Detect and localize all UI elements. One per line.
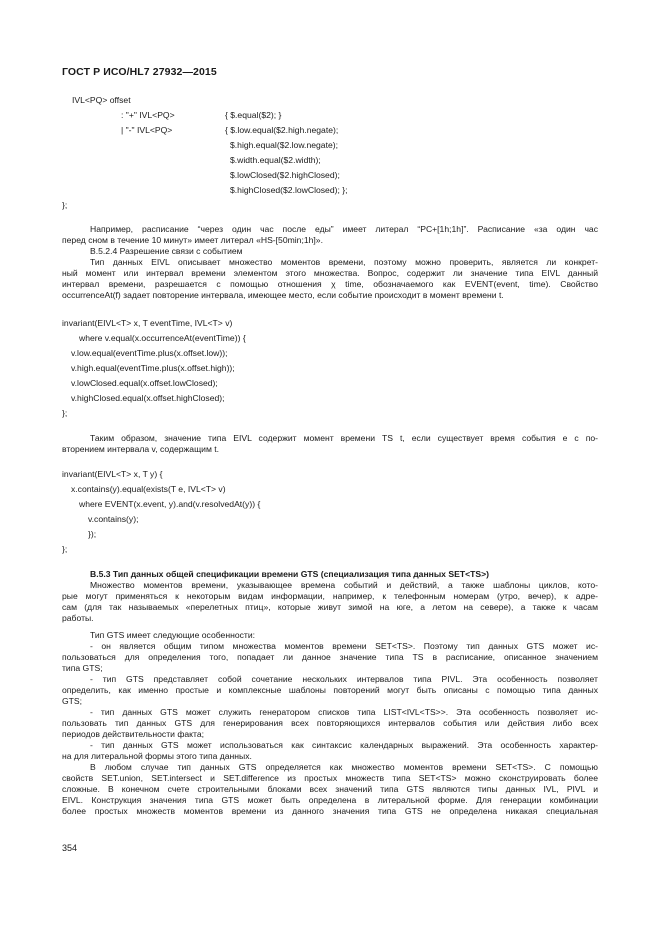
text-line: - тип данных GTS может использоваться как синтаксис календарных выражений. Эта особенность характер- <box>90 740 598 750</box>
text-line: на для литеральной формы этого типа данных. <box>62 751 252 762</box>
text-line: пользоваться для определения того, попадает ли данное значение типа TS в расписание, описанное значением <box>62 652 598 663</box>
text-line: периодов действительности факта; <box>62 729 205 740</box>
text-line: перед сном в течение 10 минут» имеет литерал «HS-[50min;1h]». <box>62 235 323 246</box>
paragraph-thus <box>62 433 598 455</box>
paragraph-final <box>62 762 598 817</box>
code-line: $.lowClosed($2.highClosed); <box>230 170 340 180</box>
paragraph-gts-features: Тип GTS имеет следующие особенности: <box>90 630 256 640</box>
code-line: where EVENT(x.event, y).and(v.resolvedAt(y)) { <box>79 499 261 509</box>
code-line: where v.equal(x.occurrenceAt(eventTime)) { <box>79 333 246 343</box>
code-line: $.width.equal($2.width); <box>230 155 321 165</box>
text-line: GTS; <box>62 696 83 707</box>
text-line: Например, расписание “через один час после еды” имеет литерал “PC+[1h;1h]”. Расписание «за один час <box>90 224 598 234</box>
section-heading-b524: B.5.2.4 Разрешение связи с событием <box>90 246 243 256</box>
code-line: invariant(EIVL<T> x, T eventTime, IVL<T> v) <box>62 318 233 328</box>
code-line: { $.equal($2); } <box>225 110 282 120</box>
text-line: определить, как именно простые и комплексные шаблоны повторений могут быть описаны с помощью типа данных <box>62 685 598 696</box>
code-line: v.lowClosed.equal(x.offset.lowClosed); <box>71 378 218 388</box>
code-line: v.highClosed.equal(x.offset.highClosed); <box>71 393 225 403</box>
code-line: invariant(EIVL<T> x, T y) { <box>62 469 163 479</box>
code-line: | "-" IVL<PQ> <box>121 125 173 135</box>
code-line: v.contains(y); <box>88 514 139 524</box>
code-line: }; <box>62 200 68 210</box>
page-header-title: ГОСТ Р ИСО/HL7 27932—2015 <box>62 66 217 78</box>
code-line: : "+" IVL<PQ> <box>121 110 175 120</box>
text-line: типа GTS; <box>62 663 103 674</box>
text-line: - тип данных GTS может служить генератором списков типа LIST<IVL<TS>>. Эта особенность позволяет ис- <box>90 707 598 717</box>
page-number: 354 <box>62 843 78 853</box>
text-line: интервал времени, разрешается с помощью отношения χ time, обозначаемого как EVENT(event, time). Свойство <box>62 279 598 290</box>
text-line: В любом случае тип данных GTS определяется как множество моментов времени SET<TS>. С помощью <box>90 762 598 772</box>
text-line: рые могут применяться к некоторым видам информации, например, к телефонным номерам (утро, вечер), к адре- <box>62 591 598 602</box>
text-line: сам (для так называемых «перелетных птиц», которые живут зимой на юге, а летом на севере), а также к часам <box>62 602 598 613</box>
code-line: v.low.equal(eventTime.plus(x.offset.low)); <box>71 348 228 358</box>
text-line: EIVL. Конструкция значения типа GTS может быть определена в литеральной форме. Для генерации комбинации <box>62 795 598 806</box>
text-line: пользовать тип данных GTS для генерирования всех повторяющихся интервалов события или действия либо всех <box>62 718 598 729</box>
text-line: - тип GTS представляет собой сочетание нескольких интервалов типа PIVL. Эта особенность позволяет <box>90 674 598 684</box>
text-line: Тип данных EIVL описывает множество моментов времени, поэтому можно проверить, является ли конкрет- <box>90 257 598 267</box>
bullet-item-4 <box>62 740 598 762</box>
text-line: работы. <box>62 613 94 624</box>
text-line: occurrenceAt(f) задает повторение интервала, имеющее место, если событие происходит в момент времени t. <box>62 290 504 301</box>
paragraph-gts-intro <box>62 580 598 624</box>
text-line: - он является общим типом множества моментов времени SET<TS>. Поэтому тип данных GTS может ис- <box>90 641 598 651</box>
bullet-item-2 <box>62 674 598 707</box>
text-line: сложные. В конечном счете строительными блоками всех значений типа GTS являются типы данных IVL, PIVL и <box>62 784 598 795</box>
code-line: { $.low.equal($2.high.negate); <box>225 125 339 135</box>
code-line: v.high.equal(eventTime.plus(x.offset.high)); <box>71 363 235 373</box>
paragraph-eivl <box>62 257 598 301</box>
code-line: IVL<PQ> offset <box>72 95 131 105</box>
code-line: $.highClosed($2.lowClosed); }; <box>230 185 348 195</box>
bullet-item-3 <box>62 707 598 740</box>
text-line: Таким образом, значение типа EIVL содержит момент времени TS t, если существует время события e с по- <box>90 433 598 443</box>
code-line: }); <box>88 529 97 539</box>
code-line: }; <box>62 408 68 418</box>
text-line: свойств SET.union, SET.intersect и SET.difference из простых множеств типа SET<TS> можно сконструировать более <box>62 773 598 784</box>
text-line: Множество моментов времени, указывающее времена событий и действий, а также шаблоны циклов, кото- <box>90 580 598 590</box>
text-line: более простых множеств моментов времени из данного значения типа GTS не определена никакая специальная <box>62 806 598 817</box>
code-line: $.high.equal($2.low.negate); <box>230 140 338 150</box>
text-line: ный момент или интервал времени элементом этого множества. Вопрос, содержит ли значение типа EIVL данный <box>62 268 598 279</box>
code-line: }; <box>62 544 68 554</box>
code-line: x.contains(y).equal(exists(T e, IVL<T> v) <box>71 484 226 494</box>
paragraph-example <box>62 224 598 246</box>
text-line: вторением интервала v, содержащим t. <box>62 444 220 455</box>
section-heading-b53: B.5.3 Тип данных общей спецификации времени GTS (специализация типа данных SET<TS>) <box>90 569 489 579</box>
bullet-item-1 <box>62 641 598 674</box>
